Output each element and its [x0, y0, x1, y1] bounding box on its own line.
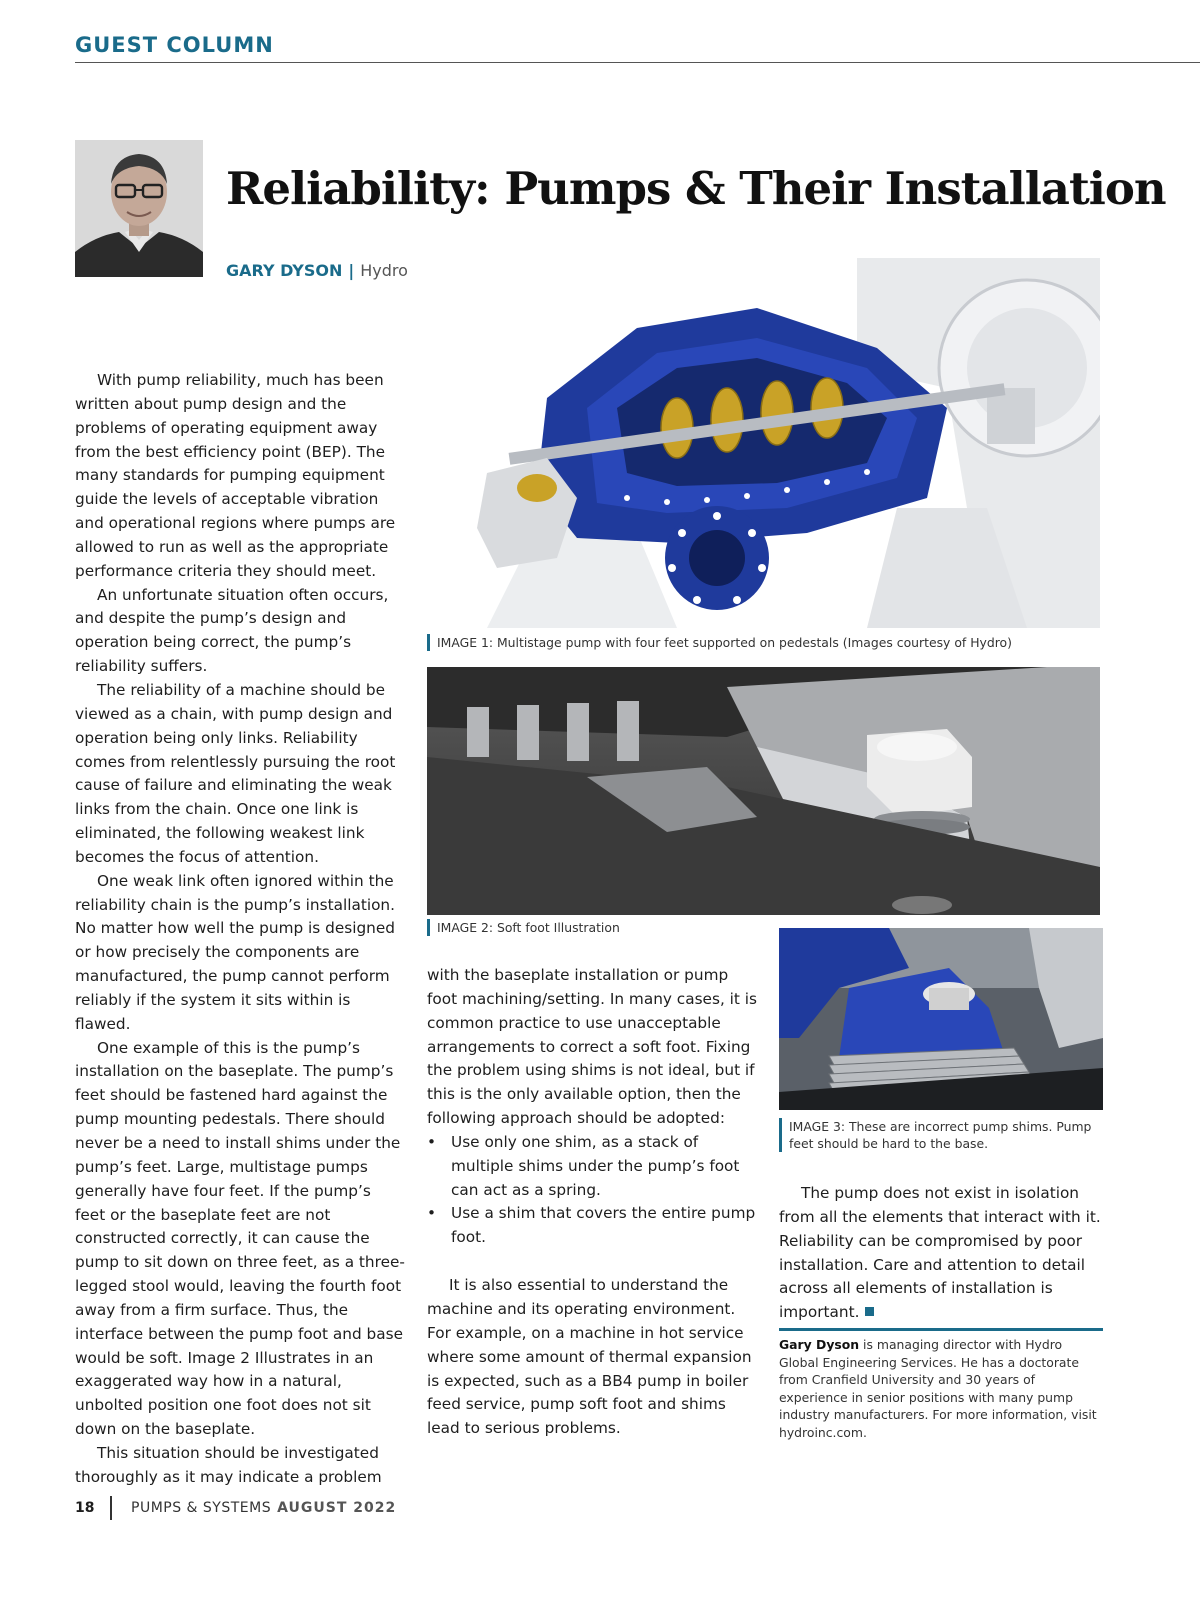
- image-incorrect-shims: [779, 928, 1103, 1110]
- article-title: Reliability: Pumps & Their Installation: [226, 162, 1166, 215]
- author-bio: [779, 1336, 1103, 1442]
- section-divider: [75, 62, 1200, 63]
- paragraph: The reliability of a machine should be viewed as a chain, with pump design and operation being only links. Reliability comes from relentlessly pursuing the root cause of failure and eliminating the weak links from the chain. Once one link is eliminated, the following weakest link becomes the focus of attention.: [75, 680, 396, 866]
- body-column-3: [779, 1182, 1104, 1325]
- caption-image-3: IMAGE 3: These are incorrect pump shims. Pump feet should be hard to the base.: [779, 1118, 1109, 1152]
- bio-author-name: Gary Dyson: [779, 1337, 860, 1352]
- publication-name: PUMPS & SYSTEMS: [131, 1500, 272, 1516]
- page-number: 18: [75, 1500, 95, 1516]
- author-photo: [75, 140, 203, 277]
- author-organization: Hydro: [360, 261, 408, 280]
- image-multistage-pump: [427, 258, 1100, 628]
- caption-image-1: IMAGE 1: Multistage pump with four feet supported on pedestals (Images courtesy of Hydro): [427, 634, 1117, 651]
- paragraph: [779, 1182, 1104, 1325]
- bullet-item: • Use only one shim, as a stack of multiple shims under the pump’s foot can act as a spring.: [427, 1131, 757, 1203]
- issue-date: AUGUST 2022: [277, 1500, 397, 1516]
- body-column-1: [75, 369, 405, 1490]
- paragraph: An unfortunate situation often occurs, and despite the pump’s design and operation being correct, the pump’s reliability suffers.: [75, 585, 389, 676]
- bullet-list: [427, 1131, 757, 1250]
- body-column-2: [427, 964, 757, 1441]
- publication-info: [131, 1500, 396, 1516]
- paragraph: One weak link often ignored within the reliability chain is the pump’s installation. No matter how well the pump is designed or how precisely the components are manufactured, the pump cannot perform reliably if the system it sits within is flawed.: [75, 871, 396, 1033]
- bullet-item: • Use a shim that covers the entire pump foot.: [427, 1202, 757, 1250]
- section-label: GUEST COLUMN: [75, 33, 274, 57]
- byline-separator: |: [348, 261, 355, 280]
- paragraph: It is also essential to understand the machine and its operating environment. For example, on a machine in hot service where some amount of thermal expansion is expected, such as a BB4 pump in boiler feed service, pump soft foot and shims lead to serious problems.: [427, 1276, 752, 1438]
- footer-divider: [110, 1496, 112, 1520]
- bio-divider: [779, 1328, 1103, 1331]
- caption-image-2: IMAGE 2: Soft foot Illustration: [427, 919, 777, 936]
- paragraph: with the baseplate installation or pump foot machining/setting. In many cases, it is common practice to use unacceptable arrangements to correct a soft foot. Fixing the problem using shims is not ideal, but if this is the only available option, then the following approach should be adopted:: [427, 966, 757, 1128]
- bio-text: is managing director with Hydro Global Engineering Services. He has a doctorate from Cranfield University and 30 years of experience in senior positions with many pump industry manufacturers. For more information, visit hydroinc.com.: [779, 1337, 1097, 1440]
- paragraph: With pump reliability, much has been written about pump design and the problems of operating equipment away from the best efficiency point (BEP). The many standards for pumping equipment guide the levels of acceptable vibration and operational regions where pumps are allowed to run as well as the appropriate performance criteria they should meet.: [75, 371, 396, 580]
- paragraph: This situation should be investigated thoroughly as it may indicate a problem: [75, 1443, 382, 1486]
- paragraph-text: The pump does not exist in isolation from all the elements that interact with it. Reliability can be compromised by poor installation. Care and attention to detail across all elements of installation is important.: [779, 1184, 1101, 1322]
- byline: [226, 261, 408, 280]
- author-name: GARY DYSON: [226, 261, 343, 280]
- image-soft-foot: [427, 667, 1100, 915]
- end-of-article-mark: [865, 1307, 874, 1316]
- paragraph: One example of this is the pump’s installation on the baseplate. The pump’s feet should be fastened hard against the pump mounting pedestals. There should never be a need to install shims under the pump’s feet. Large, multistage pumps generally have four feet. If the pump’s feet or the baseplate feet are not constructed correctly, it can cause the pump to sit down on three feet, as a three-legged stool would, leaving the fourth foot away from a firm surface. Thus, the interface between the pump foot and base would be soft. Image 2 Illustrates in an exaggerated way how in a natural, unbolted position one foot does not sit down on the baseplate.: [75, 1038, 405, 1439]
